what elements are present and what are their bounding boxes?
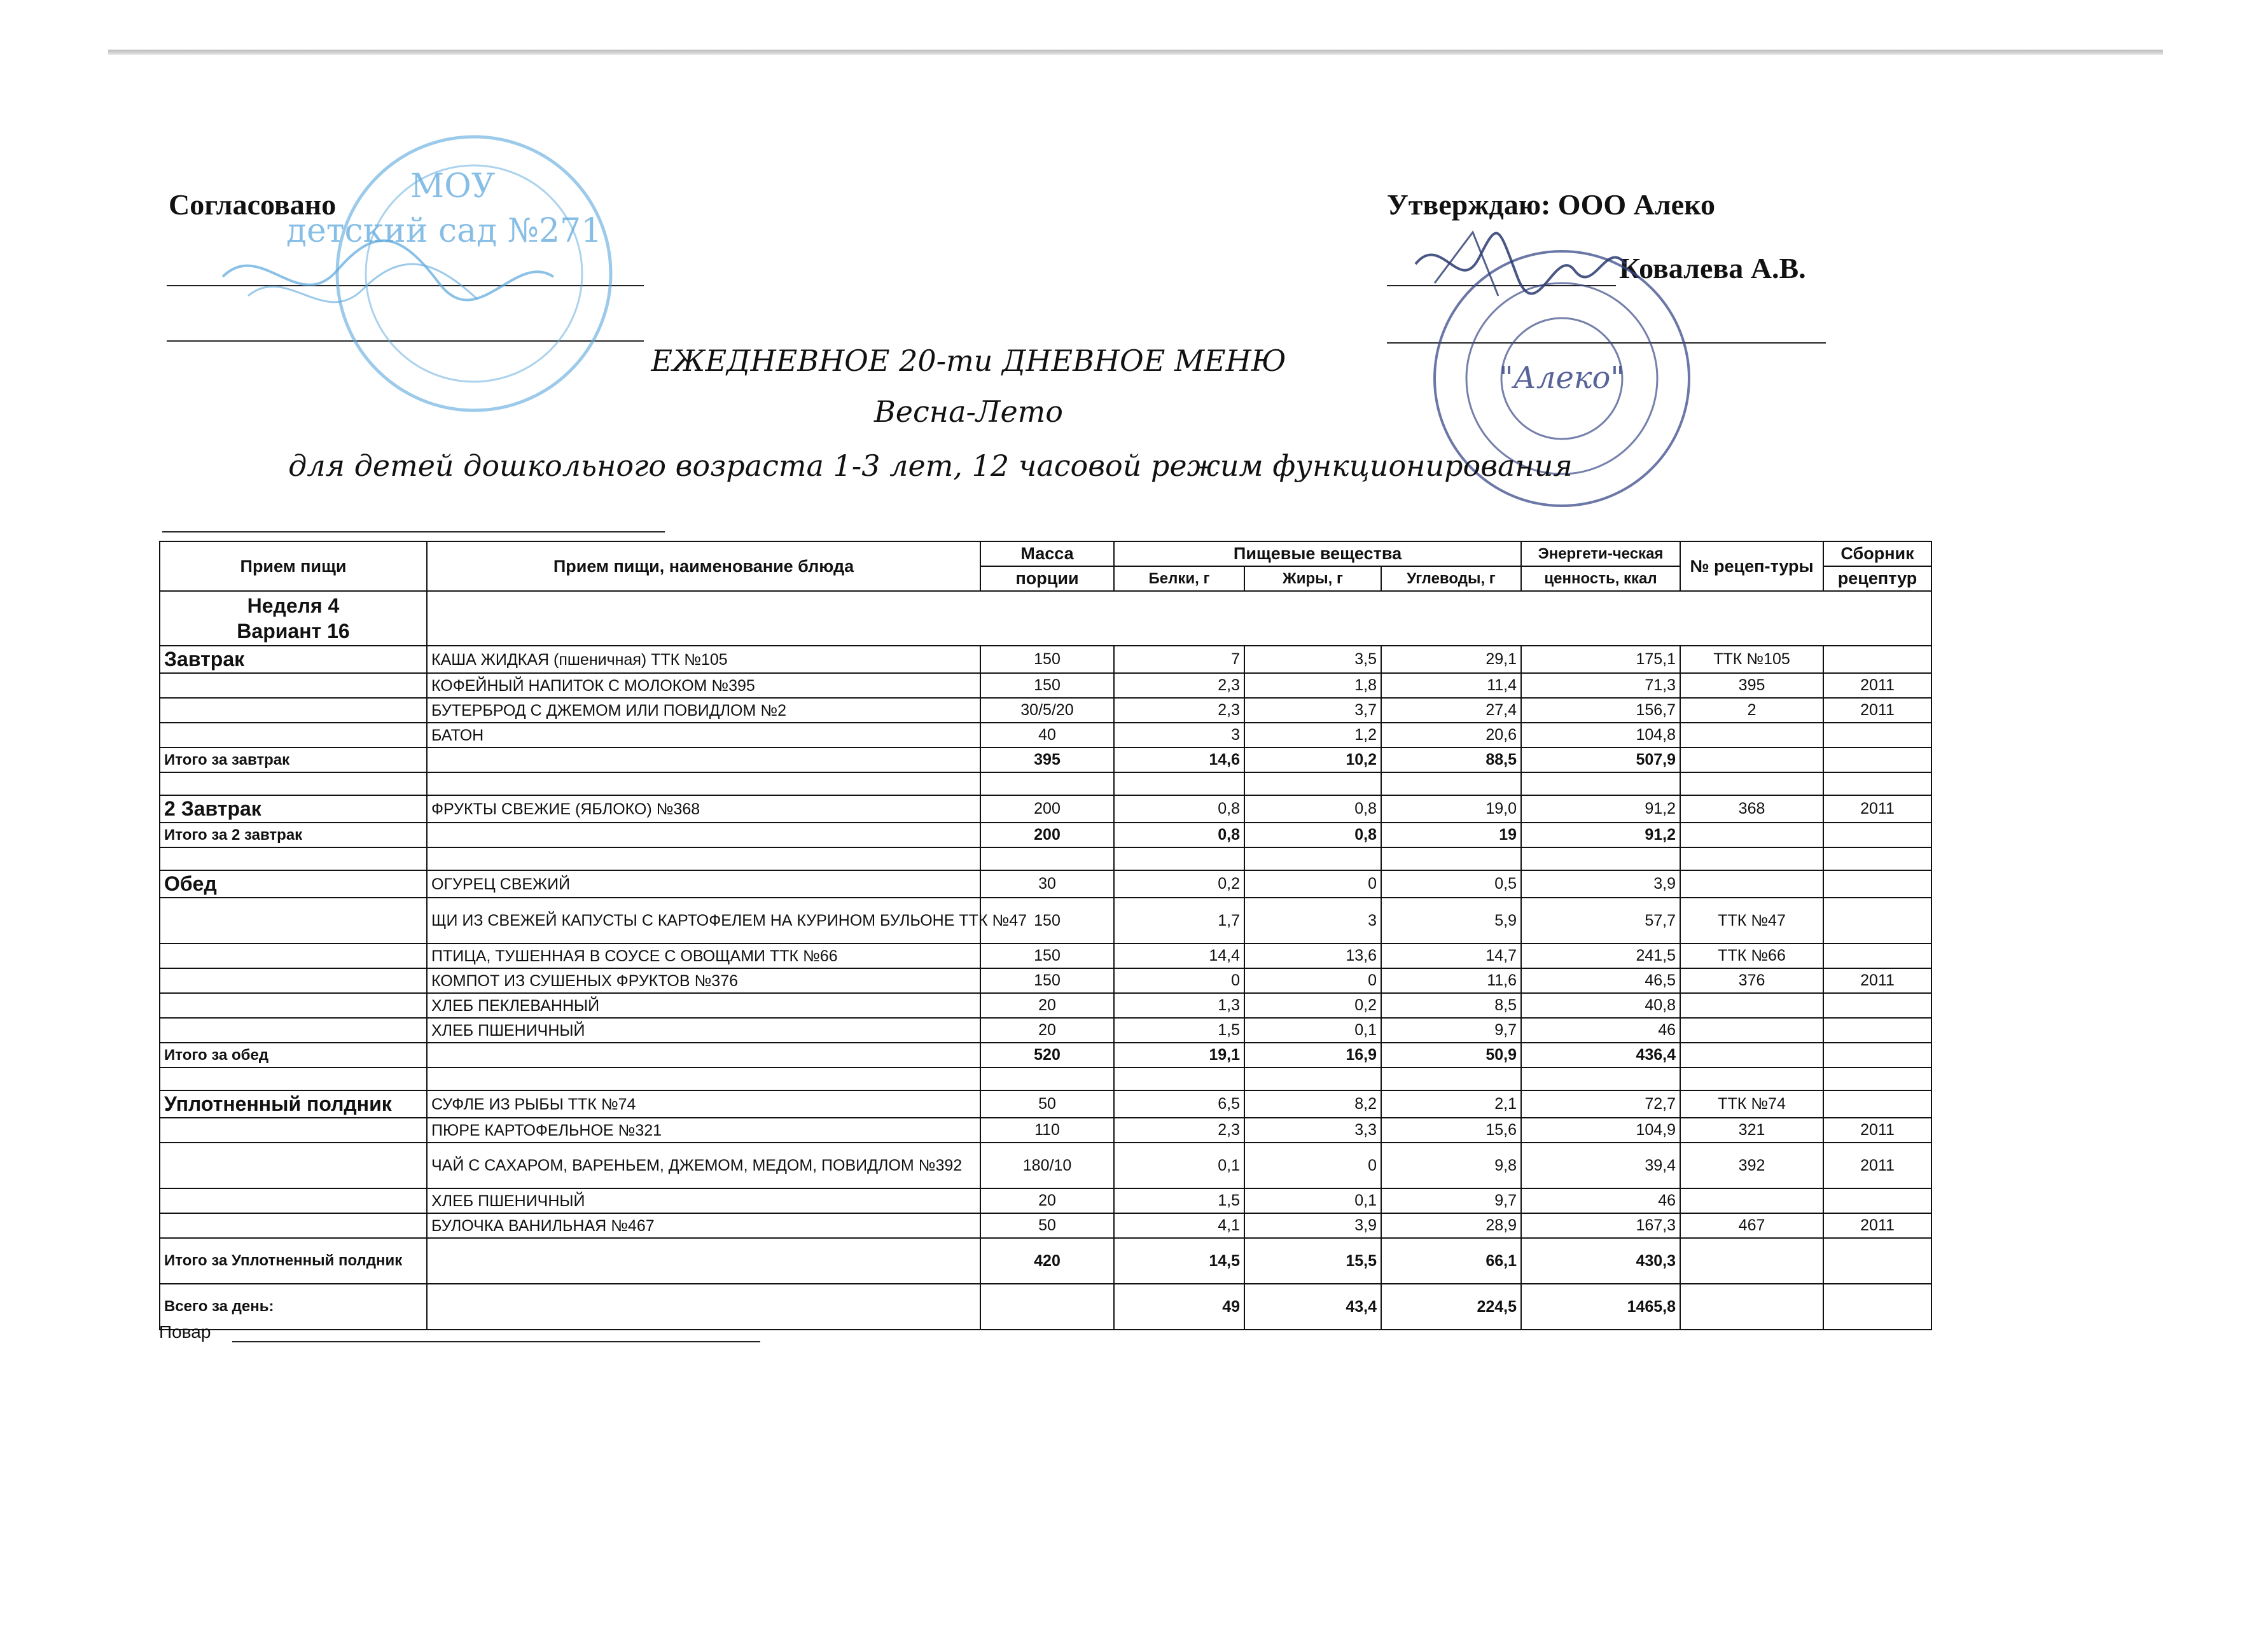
dish-row — [160, 673, 1931, 698]
dish-carbs: 19,0 — [1381, 795, 1521, 823]
variant-label: Вариант 16 — [237, 620, 350, 643]
dish-collection: 2011 — [1823, 673, 1931, 698]
approval-right-label: Утверждаю: ООО Алеко — [1387, 188, 1715, 221]
dish-protein: 1,5 — [1114, 1188, 1244, 1213]
total-mass — [980, 1284, 1114, 1330]
dish-energy: 71,3 — [1521, 673, 1680, 698]
dish-fat: 8,2 — [1244, 1090, 1381, 1118]
header-mass-2: порции — [980, 566, 1114, 591]
total-recipe-empty — [1680, 1238, 1823, 1284]
week-row — [160, 591, 1931, 646]
dish-name: КОФЕЙНЫЙ НАПИТОК С МОЛОКОМ №395 — [427, 673, 980, 698]
dish-row — [160, 698, 1931, 723]
total-fat: 15,5 — [1244, 1238, 1381, 1284]
dish-protein: 0 — [1114, 968, 1244, 993]
total-label: Всего за день: — [160, 1284, 427, 1330]
header-energy-1: Энергети-ческая — [1521, 541, 1680, 566]
dish-energy: 156,7 — [1521, 698, 1680, 723]
dish-fat: 1,2 — [1244, 723, 1381, 748]
dish-energy: 175,1 — [1521, 646, 1680, 673]
total-mass: 395 — [980, 748, 1114, 772]
dish-energy: 57,7 — [1521, 898, 1680, 943]
subtotal-row — [160, 748, 1931, 772]
dish-carbs: 29,1 — [1381, 646, 1521, 673]
meal-name — [160, 1018, 427, 1043]
total-fat: 16,9 — [1244, 1043, 1381, 1068]
dish-carbs: 8,5 — [1381, 993, 1521, 1018]
dish-energy: 104,8 — [1521, 723, 1680, 748]
total-recipe-empty — [1680, 748, 1823, 772]
dish-row — [160, 723, 1931, 748]
total-energy: 430,3 — [1521, 1238, 1680, 1284]
dish-fat: 0,2 — [1244, 993, 1381, 1018]
total-energy: 91,2 — [1521, 823, 1680, 847]
dish-name: ПТИЦА, ТУШЕННАЯ В СОУСЕ С ОВОЩАМИ ТТК №66 — [427, 943, 980, 968]
dish-fat: 0,1 — [1244, 1188, 1381, 1213]
dish-fat: 1,8 — [1244, 673, 1381, 698]
dish-collection: 2011 — [1823, 698, 1931, 723]
total-dish-empty — [427, 1284, 980, 1330]
dish-mass: 150 — [980, 646, 1114, 673]
dish-recipe — [1680, 993, 1823, 1018]
dish-protein: 2,3 — [1114, 698, 1244, 723]
dish-name: БУТЕРБРОД С ДЖЕМОМ ИЛИ ПОВИДЛОМ №2 — [427, 698, 980, 723]
dish-fat: 0 — [1244, 1143, 1381, 1188]
header-mass-1: Масса — [980, 541, 1114, 566]
dish-mass: 110 — [980, 1118, 1114, 1143]
dish-row — [160, 870, 1931, 898]
meal-name — [160, 1143, 427, 1188]
dish-collection: 2011 — [1823, 968, 1931, 993]
dish-protein: 7 — [1114, 646, 1244, 673]
total-mass: 200 — [980, 823, 1114, 847]
dish-carbs: 15,6 — [1381, 1118, 1521, 1143]
dish-carbs: 27,4 — [1381, 698, 1521, 723]
dish-name: СУФЛЕ ИЗ РЫБЫ ТТК №74 — [427, 1090, 980, 1118]
menu-body — [160, 591, 1931, 1330]
subtotal-row — [160, 1238, 1931, 1284]
dish-fat: 0,1 — [1244, 1018, 1381, 1043]
stamp-right-center: "Алеко" — [1499, 360, 1625, 396]
dish-protein: 0,2 — [1114, 870, 1244, 898]
total-carbs: 88,5 — [1381, 748, 1521, 772]
dish-collection: 2011 — [1823, 1143, 1931, 1188]
dish-mass: 150 — [980, 943, 1114, 968]
dish-name: ОГУРЕЦ СВЕЖИЙ — [427, 870, 980, 898]
dish-collection — [1823, 1090, 1931, 1118]
meal-name — [160, 1118, 427, 1143]
total-label: Итого за Уплотненный полдник — [160, 1238, 427, 1284]
dish-collection — [1823, 723, 1931, 748]
total-collection-empty — [1823, 748, 1931, 772]
menu-subtitle: для детей дошкольного возраста 1-3 лет, 12 часовой режим функционирования — [288, 449, 1573, 483]
spacer-row — [160, 847, 1931, 870]
header-collection-1: Сборник — [1823, 541, 1931, 566]
dish-carbs: 9,8 — [1381, 1143, 1521, 1188]
dish-row — [160, 1143, 1931, 1188]
total-dish-empty — [427, 1238, 980, 1284]
total-mass: 520 — [980, 1043, 1114, 1068]
dish-collection: 2011 — [1823, 1118, 1931, 1143]
dish-mass: 30/5/20 — [980, 698, 1114, 723]
dish-collection — [1823, 898, 1931, 943]
dish-protein: 3 — [1114, 723, 1244, 748]
dish-mass: 20 — [980, 1188, 1114, 1213]
dish-name: КОМПОТ ИЗ СУШЕНЫХ ФРУКТОВ №376 — [427, 968, 980, 993]
subtotal-row — [160, 823, 1931, 847]
dish-row — [160, 1188, 1931, 1213]
total-dish-empty — [427, 748, 980, 772]
total-recipe-empty — [1680, 1043, 1823, 1068]
dish-collection: 2011 — [1823, 1213, 1931, 1238]
dish-carbs: 0,5 — [1381, 870, 1521, 898]
dish-mass: 20 — [980, 1018, 1114, 1043]
dish-fat: 13,6 — [1244, 943, 1381, 968]
total-dish-empty — [427, 823, 980, 847]
dish-energy: 46 — [1521, 1188, 1680, 1213]
dish-mass: 180/10 — [980, 1143, 1114, 1188]
dish-recipe: 321 — [1680, 1118, 1823, 1143]
total-label: Итого за обед — [160, 1043, 427, 1068]
meal-name — [160, 698, 427, 723]
header-nutrients: Пищевые вещества — [1114, 541, 1521, 566]
kindergarten-stamp — [286, 124, 623, 423]
dish-row — [160, 1018, 1931, 1043]
dish-carbs: 11,6 — [1381, 968, 1521, 993]
dish-energy: 241,5 — [1521, 943, 1680, 968]
dish-collection — [1823, 1188, 1931, 1213]
total-carbs: 224,5 — [1381, 1284, 1521, 1330]
dish-fat: 3,3 — [1244, 1118, 1381, 1143]
dish-carbs: 14,7 — [1381, 943, 1521, 968]
dish-recipe: ТТК №74 — [1680, 1090, 1823, 1118]
header-energy-2: ценность, ккал — [1521, 566, 1680, 591]
dish-carbs: 9,7 — [1381, 1188, 1521, 1213]
header-dish: Прием пищи, наименование блюда — [427, 541, 980, 591]
dish-row — [160, 1118, 1931, 1143]
dish-recipe: 376 — [1680, 968, 1823, 993]
meal-name — [160, 1188, 427, 1213]
dish-recipe: ТТК №66 — [1680, 943, 1823, 968]
dish-name: ЧАЙ С САХАРОМ, ВАРЕНЬЕМ, ДЖЕМОМ, МЕДОМ, ПОВИДЛОМ №392 — [427, 1143, 980, 1188]
dish-energy: 40,8 — [1521, 993, 1680, 1018]
dish-mass: 30 — [980, 870, 1114, 898]
dish-protein: 2,3 — [1114, 673, 1244, 698]
dish-energy: 39,4 — [1521, 1143, 1680, 1188]
total-protein: 49 — [1114, 1284, 1244, 1330]
dish-recipe: 368 — [1680, 795, 1823, 823]
dish-fat: 3,5 — [1244, 646, 1381, 673]
dish-recipe — [1680, 723, 1823, 748]
meal-name — [160, 943, 427, 968]
header-collection-2: рецептур — [1823, 566, 1931, 591]
total-fat: 43,4 — [1244, 1284, 1381, 1330]
week-cell — [160, 591, 427, 646]
dish-fat: 3 — [1244, 898, 1381, 943]
spacer-row — [160, 1068, 1931, 1090]
total-label: Итого за 2 завтрак — [160, 823, 427, 847]
total-energy: 436,4 — [1521, 1043, 1680, 1068]
total-fat: 10,2 — [1244, 748, 1381, 772]
dish-protein: 4,1 — [1114, 1213, 1244, 1238]
dish-row — [160, 898, 1931, 943]
dish-collection — [1823, 1018, 1931, 1043]
meal-name — [160, 898, 427, 943]
total-recipe-empty — [1680, 823, 1823, 847]
dish-name: ПЮРЕ КАРТОФЕЛЬНОЕ №321 — [427, 1118, 980, 1143]
dish-carbs: 5,9 — [1381, 898, 1521, 943]
header-protein: Белки, г — [1114, 566, 1244, 591]
dish-mass: 40 — [980, 723, 1114, 748]
dish-protein: 6,5 — [1114, 1090, 1244, 1118]
dish-mass: 150 — [980, 968, 1114, 993]
dish-energy: 46,5 — [1521, 968, 1680, 993]
dish-name: ХЛЕБ ПШЕНИЧНЫЙ — [427, 1188, 980, 1213]
week-label: Неделя 4 — [247, 594, 340, 617]
dish-name: ХЛЕБ ПЕКЛЕВАННЫЙ — [427, 993, 980, 1018]
total-carbs: 66,1 — [1381, 1238, 1521, 1284]
meal-name: 2 Завтрак — [160, 795, 427, 823]
total-protein: 19,1 — [1114, 1043, 1244, 1068]
dish-fat: 0 — [1244, 968, 1381, 993]
dish-energy: 104,9 — [1521, 1118, 1680, 1143]
dish-fat: 3,7 — [1244, 698, 1381, 723]
dish-carbs: 2,1 — [1381, 1090, 1521, 1118]
header-carbs: Углеводы, г — [1381, 566, 1521, 591]
dish-name: КАША ЖИДКАЯ (пшеничная) ТТК №105 — [427, 646, 980, 673]
dish-name: БУЛОЧКА ВАНИЛЬНАЯ №467 — [427, 1213, 980, 1238]
spacer-row — [160, 772, 1931, 795]
total-protein: 14,6 — [1114, 748, 1244, 772]
dish-mass: 20 — [980, 993, 1114, 1018]
dish-protein: 1,5 — [1114, 1018, 1244, 1043]
total-carbs: 50,9 — [1381, 1043, 1521, 1068]
dish-row — [160, 1213, 1931, 1238]
dish-recipe: ТТК №105 — [1680, 646, 1823, 673]
total-mass: 420 — [980, 1238, 1114, 1284]
header-recipe: № рецеп-туры — [1680, 541, 1823, 591]
dish-protein: 2,3 — [1114, 1118, 1244, 1143]
dish-protein: 0,8 — [1114, 795, 1244, 823]
dish-energy: 72,7 — [1521, 1090, 1680, 1118]
dish-recipe: 395 — [1680, 673, 1823, 698]
total-energy: 1465,8 — [1521, 1284, 1680, 1330]
total-dish-empty — [427, 1043, 980, 1068]
dish-protein: 1,3 — [1114, 993, 1244, 1018]
dish-recipe: 392 — [1680, 1143, 1823, 1188]
dish-recipe — [1680, 1018, 1823, 1043]
dish-protein: 1,7 — [1114, 898, 1244, 943]
meal-name — [160, 673, 427, 698]
dish-row — [160, 943, 1931, 968]
dish-collection — [1823, 646, 1931, 673]
total-recipe-empty — [1680, 1284, 1823, 1330]
dish-recipe: 467 — [1680, 1213, 1823, 1238]
total-label: Итого за завтрак — [160, 748, 427, 772]
meal-name: Обед — [160, 870, 427, 898]
total-fat: 0,8 — [1244, 823, 1381, 847]
dish-protein: 14,4 — [1114, 943, 1244, 968]
total-protein: 14,5 — [1114, 1238, 1244, 1284]
menu-season: Весна-Лето — [874, 394, 1063, 429]
dish-protein: 0,1 — [1114, 1143, 1244, 1188]
dish-row — [160, 968, 1931, 993]
dish-row — [160, 993, 1931, 1018]
dish-name: ХЛЕБ ПШЕНИЧНЫЙ — [427, 1018, 980, 1043]
meal-name — [160, 1213, 427, 1238]
dish-carbs: 20,6 — [1381, 723, 1521, 748]
dish-row — [160, 1090, 1931, 1118]
dish-collection: 2011 — [1823, 795, 1931, 823]
dish-collection — [1823, 993, 1931, 1018]
meal-name — [160, 968, 427, 993]
cook-signature-line — [232, 1341, 760, 1342]
subtotal-row — [160, 1043, 1931, 1068]
day-total-row — [160, 1284, 1931, 1330]
approval-left-label: Согласовано — [169, 188, 337, 221]
meal-name — [160, 723, 427, 748]
total-collection-empty — [1823, 1284, 1931, 1330]
dish-recipe — [1680, 870, 1823, 898]
dish-recipe — [1680, 1188, 1823, 1213]
dish-fat: 0 — [1244, 870, 1381, 898]
dish-name: ЩИ ИЗ СВЕЖЕЙ КАПУСТЫ С КАРТОФЕЛЕМ НА КУРИНОМ БУЛЬОНЕ ТТК №47 — [427, 898, 980, 943]
menu-title: ЕЖЕДНЕВНОЕ 20-ти ДНЕВНОЕ МЕНЮ — [651, 344, 1286, 378]
dish-recipe: ТТК №47 — [1680, 898, 1823, 943]
total-collection-empty — [1823, 823, 1931, 847]
dish-fat: 3,9 — [1244, 1213, 1381, 1238]
dish-fat: 0,8 — [1244, 795, 1381, 823]
dish-collection — [1823, 943, 1931, 968]
dish-carbs: 28,9 — [1381, 1213, 1521, 1238]
dish-collection — [1823, 870, 1931, 898]
header-fat: Жиры, г — [1244, 566, 1381, 591]
dish-mass: 200 — [980, 795, 1114, 823]
dish-energy: 3,9 — [1521, 870, 1680, 898]
meal-name: Завтрак — [160, 646, 427, 673]
dish-carbs: 11,4 — [1381, 673, 1521, 698]
total-protein: 0,8 — [1114, 823, 1244, 847]
total-energy: 507,9 — [1521, 748, 1680, 772]
dish-row — [160, 795, 1931, 823]
header-meal: Прием пищи — [160, 541, 427, 591]
dish-name: БАТОН — [427, 723, 980, 748]
total-carbs: 19 — [1381, 823, 1521, 847]
dish-row — [160, 646, 1931, 673]
dish-mass: 150 — [980, 673, 1114, 698]
menu-table — [159, 541, 1932, 1330]
total-collection-empty — [1823, 1043, 1931, 1068]
total-collection-empty — [1823, 1238, 1931, 1284]
dish-energy: 91,2 — [1521, 795, 1680, 823]
dish-mass: 50 — [980, 1213, 1114, 1238]
dish-mass: 150 — [980, 898, 1114, 943]
dish-energy: 46 — [1521, 1018, 1680, 1043]
meal-name — [160, 993, 427, 1018]
dish-name: ФРУКТЫ СВЕЖИЕ (ЯБЛОКО) №368 — [427, 795, 980, 823]
scan-edge — [108, 50, 2163, 55]
dish-recipe: 2 — [1680, 698, 1823, 723]
dish-carbs: 9,7 — [1381, 1018, 1521, 1043]
title-underline — [162, 531, 665, 532]
signer-name: Ковалева А.В. — [1619, 252, 1806, 284]
stamp-left-line1: МОУ — [410, 167, 496, 205]
cook-label: Повар — [159, 1322, 211, 1342]
dish-mass: 50 — [980, 1090, 1114, 1118]
dish-energy: 167,3 — [1521, 1213, 1680, 1238]
meal-name: Уплотненный полдник — [160, 1090, 427, 1118]
stamp-left-line2: детский сад №271 — [286, 212, 602, 250]
